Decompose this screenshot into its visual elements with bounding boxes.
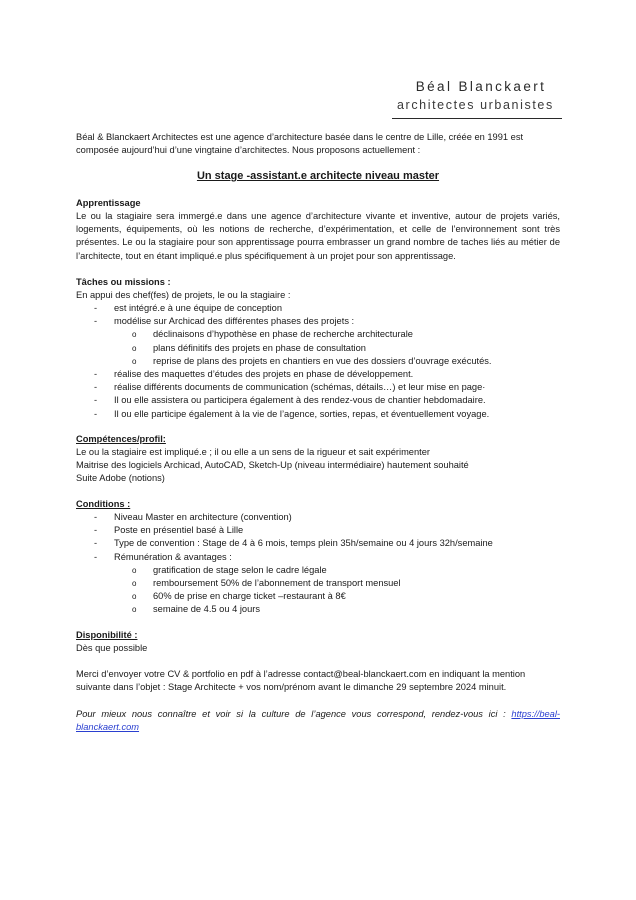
list-item (76, 524, 560, 537)
circle-bullet-icon: o (132, 343, 137, 353)
competences-line-3: Suite Adobe (notions) (76, 473, 165, 483)
footer-text: Pour mieux nous connaître et voir si la culture de l’agence vous correspond, rendez-vous ici : (76, 709, 512, 719)
apprentissage-body: Le ou la stagiaire sera immergé.e dans une agence d’architecture vivante et inventive, autour de projets variés, logements, équipements, où les notions de recherche, d’expérimentation, et celle de l’environnement sont très présentes. Le ou la stagiaire pour son apprentissage pourra embrasser un grand nombre de taches liés au métier de l’architecte, tout en étant impliqué.e plus spécifiquement à un projet pour son apprentissage. (76, 211, 560, 261)
taches-lead: En appui des chef(fes) de projets, le ou la stagiaire : (76, 290, 291, 300)
list-item-text: reprise de plans des projets en chantiers en vue des dossiers d’ouvrage exécutés. (153, 355, 492, 366)
header-divider (392, 118, 562, 119)
list-item-text: réalise différents documents de communication (schémas, détails…) et leur mise en page· (114, 382, 486, 393)
list-item (76, 394, 560, 407)
dash-bullet-icon: - (94, 395, 98, 406)
list-item (76, 302, 560, 315)
list-item (76, 537, 560, 550)
list-item (76, 315, 560, 328)
disponibilite-body: Dès que possible (76, 643, 148, 653)
list-item (76, 551, 560, 564)
list-item-text: plans définitifs des projets en phase de consultation (153, 342, 366, 353)
disponibilite-heading: Disponibilité : (76, 630, 138, 640)
website-link[interactable]: https://beal-blanckaert.com (76, 709, 560, 733)
circle-bullet-icon: o (132, 356, 137, 366)
list-item-text: semaine de 4.5 ou 4 jours (153, 604, 260, 615)
dash-bullet-icon: - (94, 408, 98, 419)
list-item-text: Type de convention : Stage de 4 à 6 mois, temps plein 35h/semaine ou 4 jours 32h/semaine (114, 538, 493, 549)
list-item-text: Il ou elle assistera ou participera également à des rendez-vous de chantier hebdomadaire. (114, 395, 486, 406)
list-item (76, 355, 560, 368)
list-item-text: Il ou elle participe également à la vie de l’agence, sorties, repas, et éventuellement voyage. (114, 408, 490, 419)
list-item-text: est intégré.e à une équipe de conception (114, 303, 282, 313)
competences-line-2: Maitrise des logiciels Archicad, AutoCAD, Sketch-Up (niveau intermédiaire) hautement souhaité (76, 460, 469, 470)
circle-bullet-icon: o (132, 565, 137, 575)
list-item-text: gratification de stage selon le cadre légale (153, 564, 327, 575)
list-item (76, 511, 560, 524)
conditions-list (76, 511, 560, 617)
taches-heading: Tâches ou missions : (76, 277, 171, 287)
list-item (76, 368, 560, 381)
list-item (76, 328, 560, 341)
list-item-text: modélise sur Archicad des différentes phases des projets : (114, 316, 355, 327)
dash-bullet-icon: - (94, 551, 98, 562)
firm-tagline: architectes urbanistes (397, 98, 554, 112)
list-item-text: remboursement 50% de l’abonnement de transport mensuel (153, 577, 401, 588)
dash-bullet-icon: - (94, 316, 98, 327)
job-title: Un stage -assistant.e architecte niveau master (196, 170, 440, 182)
list-item (76, 577, 560, 590)
firm-logo (396, 78, 566, 114)
list-item (76, 408, 560, 421)
competences-heading: Compétences/profil: (76, 434, 166, 444)
dash-bullet-icon: - (94, 538, 98, 549)
circle-bullet-icon: o (132, 578, 137, 588)
firm-name: Béal Blanckaert (415, 79, 547, 94)
circle-bullet-icon: o (132, 330, 137, 340)
list-item-text: déclinaisons d’hypothèse en phase de recherche architecturale (153, 329, 413, 340)
dash-bullet-icon: - (94, 303, 98, 313)
taches-list (76, 302, 560, 421)
dash-bullet-icon: - (94, 512, 98, 522)
list-item (76, 603, 560, 616)
conditions-heading: Conditions : (76, 499, 131, 509)
intro-paragraph: Béal & Blanckaert Architectes est une agence d’architecture basée dans le centre de Lille, créée en 1991 est composée aujourd’hui d’une vingtaine d’architectes. Nous proposons actuellement : (76, 132, 524, 156)
list-item-text: Poste en présentiel basé à Lille (114, 525, 244, 536)
dash-bullet-icon: - (94, 368, 98, 379)
dash-bullet-icon: - (94, 382, 98, 393)
apprentissage-heading: Apprentissage (76, 198, 141, 208)
list-item (76, 564, 560, 577)
list-item-text: Rémunération & avantages : (114, 551, 232, 562)
dash-bullet-icon: - (94, 525, 98, 536)
footer-paragraph (76, 708, 560, 734)
list-item-text: 60% de prise en charge ticket –restaurant à 8€ (153, 591, 346, 602)
circle-bullet-icon: o (132, 592, 137, 602)
list-item (76, 381, 560, 394)
circle-bullet-icon: o (132, 605, 137, 615)
competences-line-1: Le ou la stagiaire est impliqué.e ; il ou elle a un sens de la rigueur et sait expérimenter (76, 447, 430, 457)
list-item-text: Niveau Master en architecture (convention) (114, 512, 292, 522)
contact-paragraph: Merci d’envoyer votre CV & portfolio en pdf à l’adresse contact@beal-blanckaert.com en indiquant la mention suivante dans l’objet : Stage Architecte + vos nom/prénom avant le dimanche 29 septembre 2024 minuit. (76, 669, 526, 693)
list-item (76, 590, 560, 603)
list-item (76, 342, 560, 355)
list-item-text: réalise des maquettes d’études des projets en phase de développement. (114, 368, 414, 379)
